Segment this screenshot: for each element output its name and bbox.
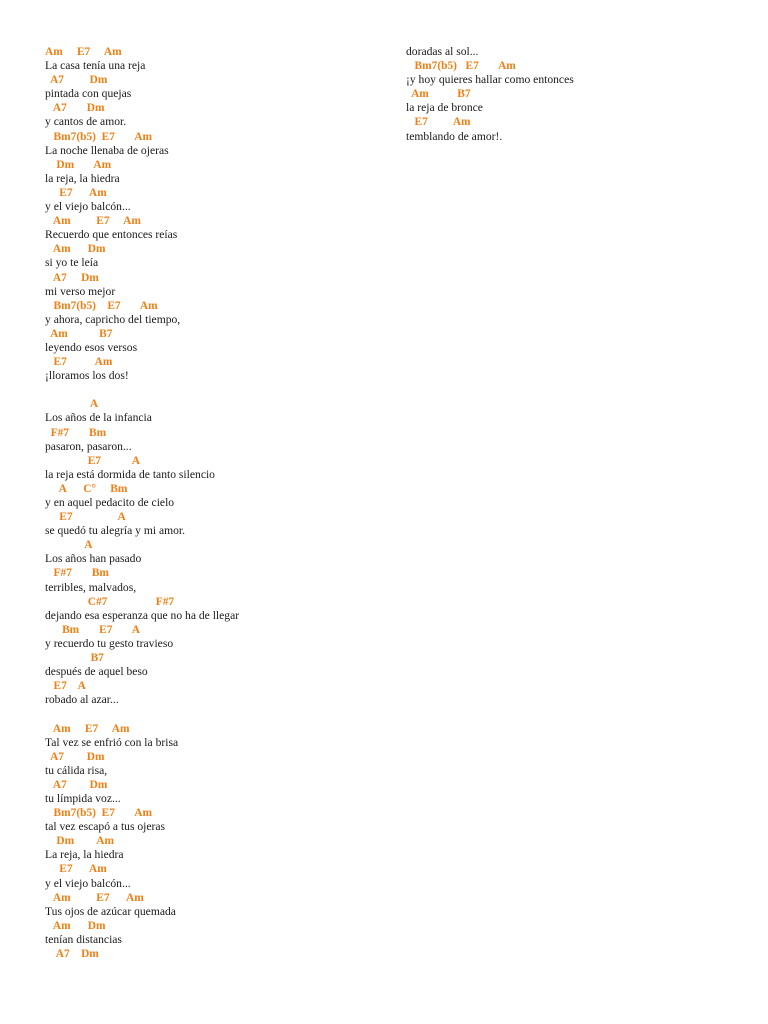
- lyric-line: robado al azar...: [45, 693, 119, 707]
- chord-line: Dm Am: [45, 158, 112, 171]
- lyric-line: Tal vez se enfrió con la brisa: [45, 735, 179, 749]
- lyric-line: Tus ojos de azúcar quemada: [45, 904, 176, 918]
- chord-line: A7 Dm: [45, 271, 99, 284]
- lyric-line: doradas al sol...: [406, 45, 479, 58]
- lyric-line: y el viejo balcón...: [45, 876, 131, 890]
- chord-line: A7 Dm: [45, 778, 108, 791]
- chord-line: A7 Dm: [45, 74, 108, 87]
- lyric-line: la reja está dormida de tanto silencio: [45, 467, 215, 481]
- chord-line: E7 A: [45, 680, 86, 693]
- lyric-line: terribles, malvados,: [45, 580, 137, 594]
- chord-line: E7 Am: [45, 356, 113, 369]
- lyric-line: La noche llenaba de ojeras: [45, 143, 169, 157]
- blank-line: [45, 707, 375, 721]
- lyric-line: temblando de amor!.: [406, 129, 503, 143]
- chord-line: Bm7(b5) E7 Am: [45, 299, 158, 312]
- chord-line: A7 Dm: [45, 102, 105, 115]
- lyric-line: tenían distancias: [45, 932, 122, 946]
- chord-line: Bm7(b5) E7 Am: [406, 60, 516, 73]
- chord-line: E7 A: [45, 511, 126, 524]
- lyric-line: Los años han pasado: [45, 552, 142, 566]
- chord-line: E7 Am: [406, 116, 471, 129]
- chord-line: Am Dm: [45, 243, 106, 256]
- chord-line: Bm7(b5) E7 Am: [45, 130, 152, 143]
- lyric-line: se quedó tu alegría y mi amor.: [45, 524, 186, 538]
- lyric-line: tu límpida voz...: [45, 791, 121, 805]
- chord-line: A7 Dm: [45, 948, 99, 960]
- blank-line: [45, 383, 375, 397]
- lyric-line: si yo te leía: [45, 256, 99, 270]
- lyric-line: leyendo esos versos: [45, 340, 138, 354]
- lyric-line: pintada con quejas: [45, 87, 132, 101]
- chord-line: Dm Am: [45, 835, 114, 848]
- lyric-line: tal vez escapó a tus ojeras: [45, 820, 166, 834]
- chord-line: Am B7: [45, 327, 113, 340]
- lyric-line: ¡y hoy quieres hallar como entonces: [406, 73, 574, 87]
- chord-line: Am E7 Am: [45, 215, 141, 228]
- chord-line: Am E7 Am: [45, 46, 122, 58]
- chord-line: Am B7: [406, 88, 471, 101]
- chord-line: E7 A: [45, 454, 140, 467]
- chord-line: Am Dm: [45, 919, 106, 932]
- lyric-line: y ahora, capricho del tiempo,: [45, 312, 181, 326]
- lyric-line: y recuerdo tu gesto travieso: [45, 636, 174, 650]
- chord-line: B7: [45, 652, 104, 665]
- lyric-line: y el viejo balcón...: [45, 200, 131, 214]
- lyric-line: y en aquel pedacito de cielo: [45, 496, 175, 509]
- right-column: [406, 45, 746, 144]
- chord-line: A C° Bm: [45, 482, 128, 495]
- lyric-line: Los años de la infancia: [45, 411, 152, 425]
- lyric-line: La reja, la hiedra: [45, 848, 124, 862]
- chord-line: Bm7(b5) E7 Am: [45, 807, 152, 820]
- lyric-line: La casa tenía una reja: [45, 59, 146, 73]
- chord-line: F#7 Bm: [45, 426, 107, 439]
- lyric-line: pasaron, pasaron...: [45, 439, 132, 453]
- chord-line: F#7 Bm: [45, 567, 109, 580]
- chord-line: Bm E7 A: [45, 623, 140, 636]
- chord-line: A7 Dm: [45, 750, 105, 763]
- chord-line: C#7 F#7: [45, 595, 175, 608]
- lyric-line: la reja, la hiedra: [45, 171, 120, 185]
- chord-line: E7 Am: [45, 186, 107, 199]
- lyric-line: dejando esa esperanza que no ha de llegar: [45, 608, 240, 622]
- chord-line: A: [45, 398, 99, 411]
- chord-line: A: [45, 539, 93, 552]
- chord-line: Am E7 Am: [45, 891, 144, 904]
- lyric-line: la reja de bronce: [406, 101, 483, 115]
- lyric-line: ¡lloramos los dos!: [45, 369, 129, 383]
- chord-line: E7 Am: [45, 863, 107, 876]
- chord-line: Am E7 Am: [45, 722, 130, 735]
- left-column: [45, 45, 375, 961]
- lyric-line: tu cálida risa,: [45, 763, 108, 777]
- lyric-line: después de aquel beso: [45, 665, 148, 679]
- lyric-line: mi verso mejor: [45, 284, 116, 298]
- lyric-line: y cantos de amor.: [45, 115, 127, 129]
- lyric-line: Recuerdo que entonces reías: [45, 228, 178, 242]
